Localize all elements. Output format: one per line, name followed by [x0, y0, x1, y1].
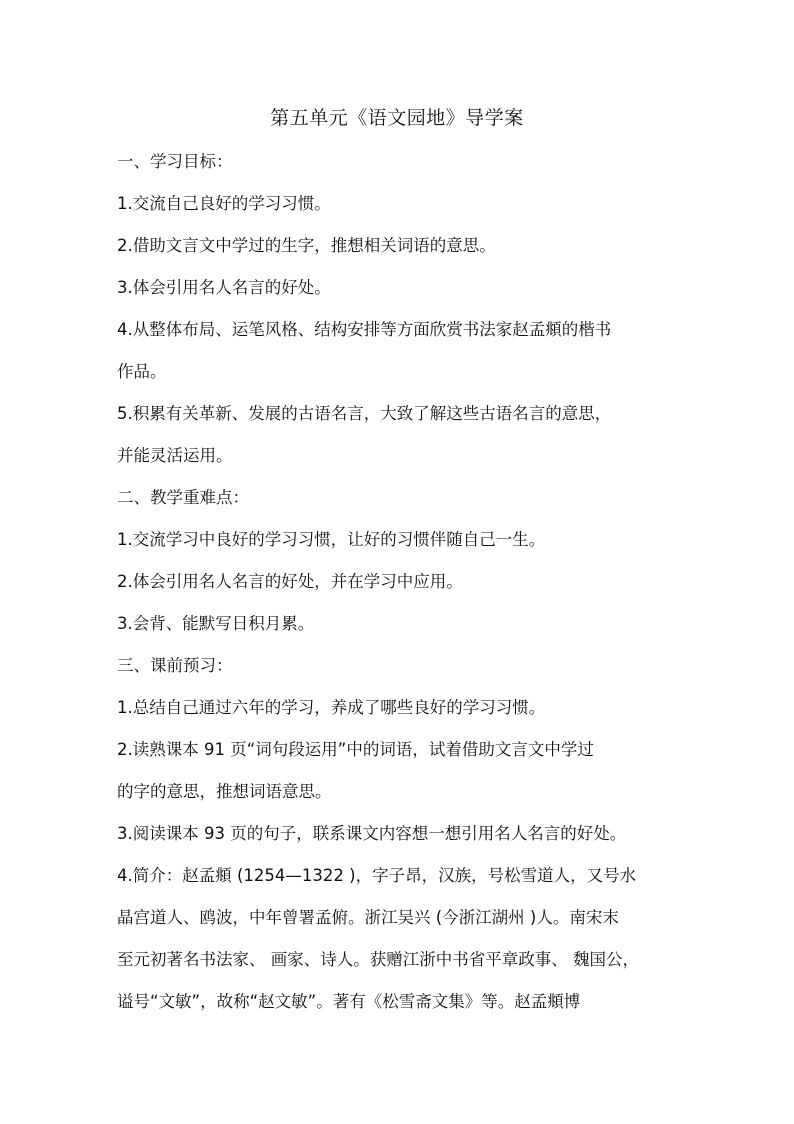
objective-item-4-continued: 作品。 [117, 362, 167, 381]
preview-item-4-line-3: 至元初著名书法家、 画家、诗人。获赠江浙中书省平章政事、 魏国公， [117, 950, 639, 969]
preview-item-2: 2.读熟课本 91 页“词句段运用”中的词语，试着借助文言文中学过 [117, 740, 594, 759]
section-heading-key-points: 二、教学重难点： [117, 488, 249, 507]
key-point-item-2: 2.体会引用名人名言的好处，并在学习中应用。 [117, 572, 463, 591]
section-heading-objectives: 一、学习目标： [117, 152, 233, 171]
objective-item-3: 3.体会引用名人名言的好处。 [117, 278, 331, 297]
objective-item-5-continued: 并能灵活运用。 [117, 446, 233, 465]
document-title: 第五单元《语文园地》导学案 [270, 107, 524, 129]
preview-item-4-line-4: 谥号“文敏”，故称“赵文敏”。著有《松雪斋文集》等。赵孟頫博 [117, 992, 581, 1011]
section-heading-preview: 三、课前预习： [117, 656, 233, 675]
objective-item-4: 4.从整体布局、运笔风格、结构安排等方面欣赏书法家赵孟頫的楷书 [117, 320, 612, 339]
key-point-item-1: 1.交流学习中良好的学习习惯，让好的习惯伴随自己一生。 [117, 530, 546, 549]
preview-item-2-continued: 的字的意思，推想词语意思。 [117, 782, 332, 801]
preview-item-1: 1.总结自己通过六年的学习，养成了哪些良好的学习习惯。 [117, 698, 546, 717]
preview-item-4-line-2: 晶宫道人、鸥波，中年曾署孟俯。浙江吴兴 (今浙江湖州 )人。南宋末 [117, 908, 619, 927]
objective-item-5: 5.积累有关革新、发展的古语名言，大致了解这些古语名言的意思， [117, 404, 612, 423]
preview-item-4: 4.简介：赵孟頫 (1254—1322 )，字子昂，汉族，号松雪道人，又号水 [117, 866, 637, 885]
key-point-item-3: 3.会背、能默写日积月累。 [117, 614, 315, 633]
objective-item-1: 1.交流自己良好的学习习惯。 [117, 194, 331, 213]
objective-item-2: 2.借助文言文中学过的生字，推想相关词语的意思。 [117, 236, 496, 255]
preview-item-3: 3.阅读课本 93 页的句子，联系课文内容想一想引用名人名言的好处。 [117, 824, 627, 843]
